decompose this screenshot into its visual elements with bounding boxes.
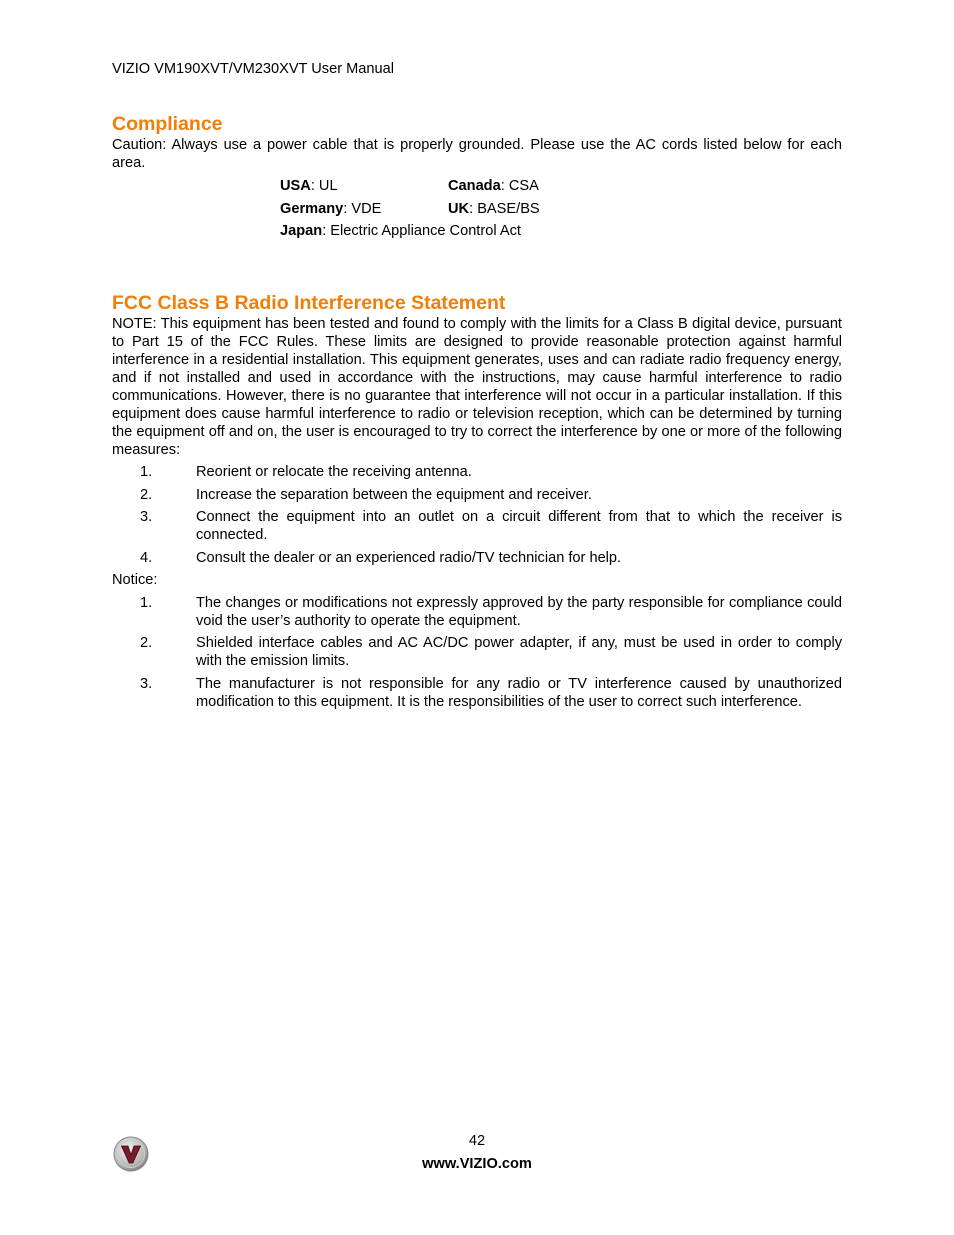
measures-list	[112, 463, 842, 567]
footer-url: www.VIZIO.com	[422, 1156, 532, 1172]
notice-label: Notice:	[112, 572, 158, 588]
ac-cord-row	[280, 177, 842, 195]
list-item: 2. Increase the separation between the equipment and receiver.	[140, 486, 592, 503]
ac-cord-japan: Japan: Electric Appliance Control Act	[280, 223, 521, 239]
page-number: 42	[468, 1133, 486, 1149]
notice-list	[112, 594, 842, 711]
list-item: 2. Shielded interface cables and AC AC/DC power adapter, if any, must be used in order to comply with the emission limits.	[140, 635, 842, 669]
ac-cord-uk: UK: BASE/BS	[448, 200, 540, 217]
ac-cord-canada: Canada: CSA	[448, 178, 539, 194]
ac-cord-row	[280, 200, 842, 218]
ac-cord-usa: USA: UL	[280, 178, 338, 194]
list-item: 1. Reorient or relocate the receiving antenna.	[140, 464, 472, 480]
list-item: 1. The changes or modifications not expressly approved by the party responsible for compliance could void the user’s authority to operate the equipment.	[140, 594, 842, 629]
list-item: 4. Consult the dealer or an experienced radio/TV technician for help.	[140, 549, 622, 566]
fcc-heading: FCC Class B Radio Interference Statement	[112, 291, 506, 314]
compliance-caution: Caution: Always use a power cable that is properly grounded. Please use the AC cords listed below for each area.	[112, 137, 842, 171]
list-item: 3. The manufacturer is not responsible for any radio or TV interference caused by unauthorized modification to this equipment. It is the responsibilities of the user to correct such interference.	[140, 675, 842, 710]
ac-cord-row	[280, 222, 842, 240]
page-content	[112, 112, 842, 711]
fcc-note: NOTE: This equipment has been tested and found to comply with the limits for a Class B digital device, pursuant to Part 15 of the FCC Rules. These limits are designed to provide reasonable protection against harmful interference in a residential installation. This equipment generates, uses and can radiate radio frequency energy, and if not installed and used in accordance with the instructions, may cause harmful interference to radio communications. However, there is no guarantee that interference will not occur in a particular installation. If this equipment does cause harmful interference to radio or television reception, which can be determined by turning the equipment off and on, the user is encouraged to try to correct the interference by one or more of the following measures:	[112, 315, 842, 458]
document-header: VIZIO VM190XVT/VM230XVT User Manual	[112, 61, 394, 77]
list-item: 3. Connect the equipment into an outlet on a circuit different from that to which the receiver is connected.	[140, 509, 842, 543]
ac-cord-germany: Germany: VDE	[280, 200, 382, 217]
compliance-heading: Compliance	[112, 113, 223, 135]
ac-cord-table	[280, 177, 842, 240]
